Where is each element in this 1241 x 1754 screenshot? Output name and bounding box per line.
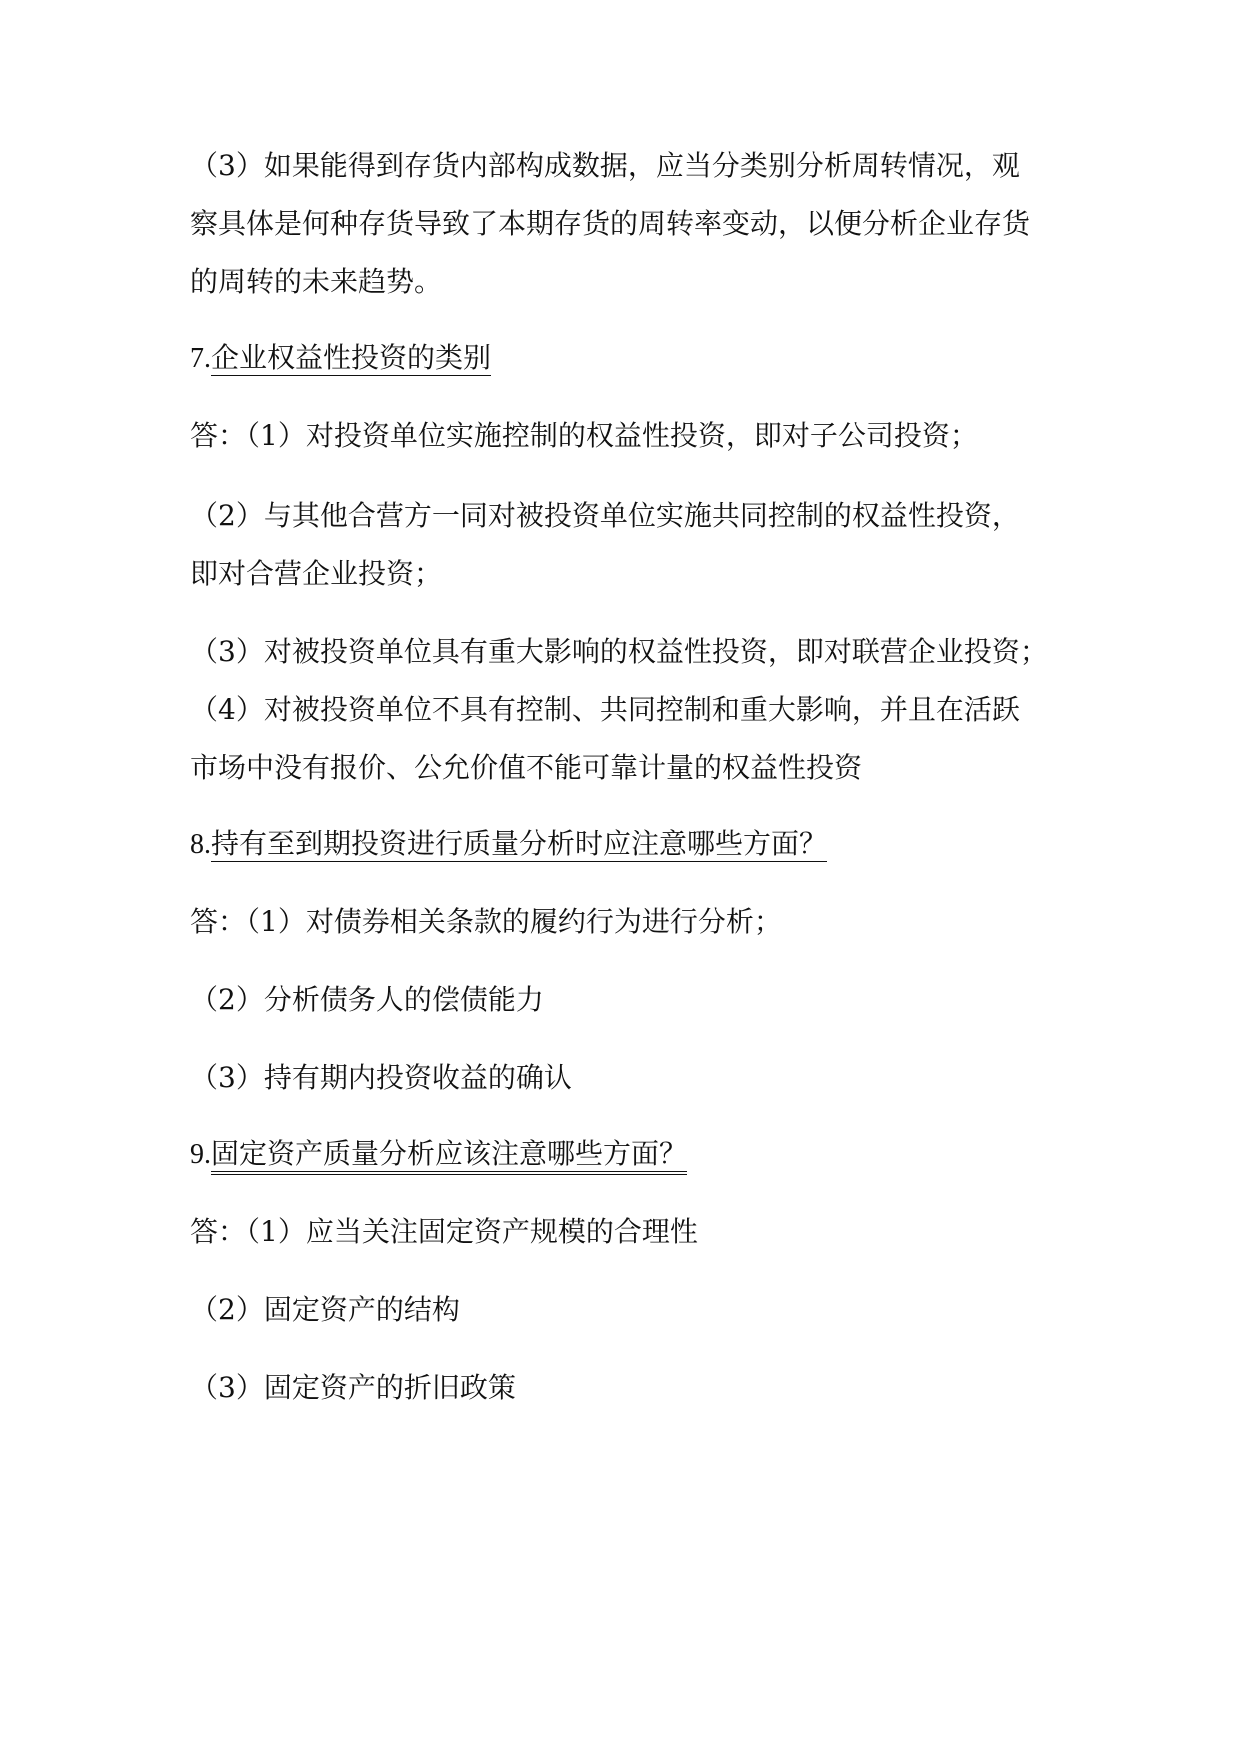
answer-line: （2）分析债务人的偿债能力 xyxy=(190,983,544,1016)
answer-line: （3）对被投资单位具有重大影响的权益性投资，即对联营企业投资； xyxy=(190,635,1048,668)
paragraph-line: 察具体是何种存货导致了本期存货的周转率变动，以便分析企业存货 xyxy=(190,207,1031,240)
question-title: 固定资产质量分析应该注意哪些方面？ xyxy=(211,1137,687,1175)
question-number: 8. xyxy=(190,829,211,860)
answer-line: （4）对被投资单位不具有控制、共同控制和重大影响，并且在活跃 xyxy=(190,693,1020,726)
answer-line: （2）与其他合营方一同对被投资单位实施共同控制的权益性投资， xyxy=(190,499,1020,532)
question-title: 持有至到期投资进行质量分析时应注意哪些方面？ xyxy=(211,827,828,860)
answer-line: 答：（1）对投资单位实施控制的权益性投资，即对子公司投资； xyxy=(190,419,978,452)
question-number: 9. xyxy=(190,1139,211,1170)
answer-line: （3）持有期内投资收益的确认 xyxy=(190,1061,572,1094)
answer-line: （3）固定资产的折旧政策 xyxy=(190,1371,516,1404)
answer-line: 答：（1）对债券相关条款的履约行为进行分析； xyxy=(190,905,782,938)
answer-line: （2）固定资产的结构 xyxy=(190,1293,460,1326)
question-heading-7 xyxy=(190,338,491,379)
paragraph-line: （3）如果能得到存货内部构成数据，应当分类别分析周转情况，观 xyxy=(190,149,1020,182)
answer-line: 市场中没有报价、公允价值不能可靠计量的权益性投资 xyxy=(190,751,863,784)
question-number: 7. xyxy=(190,343,211,374)
answer-line: 答：（1）应当关注固定资产规模的合理性 xyxy=(190,1215,698,1248)
paragraph-line: 的周转的未来趋势。 xyxy=(190,265,443,298)
question-title: 企业权益性投资的类别 xyxy=(211,341,492,374)
answer-line: 即对合营企业投资； xyxy=(190,557,443,590)
question-heading-9 xyxy=(190,1134,687,1175)
question-heading-8 xyxy=(190,824,827,865)
